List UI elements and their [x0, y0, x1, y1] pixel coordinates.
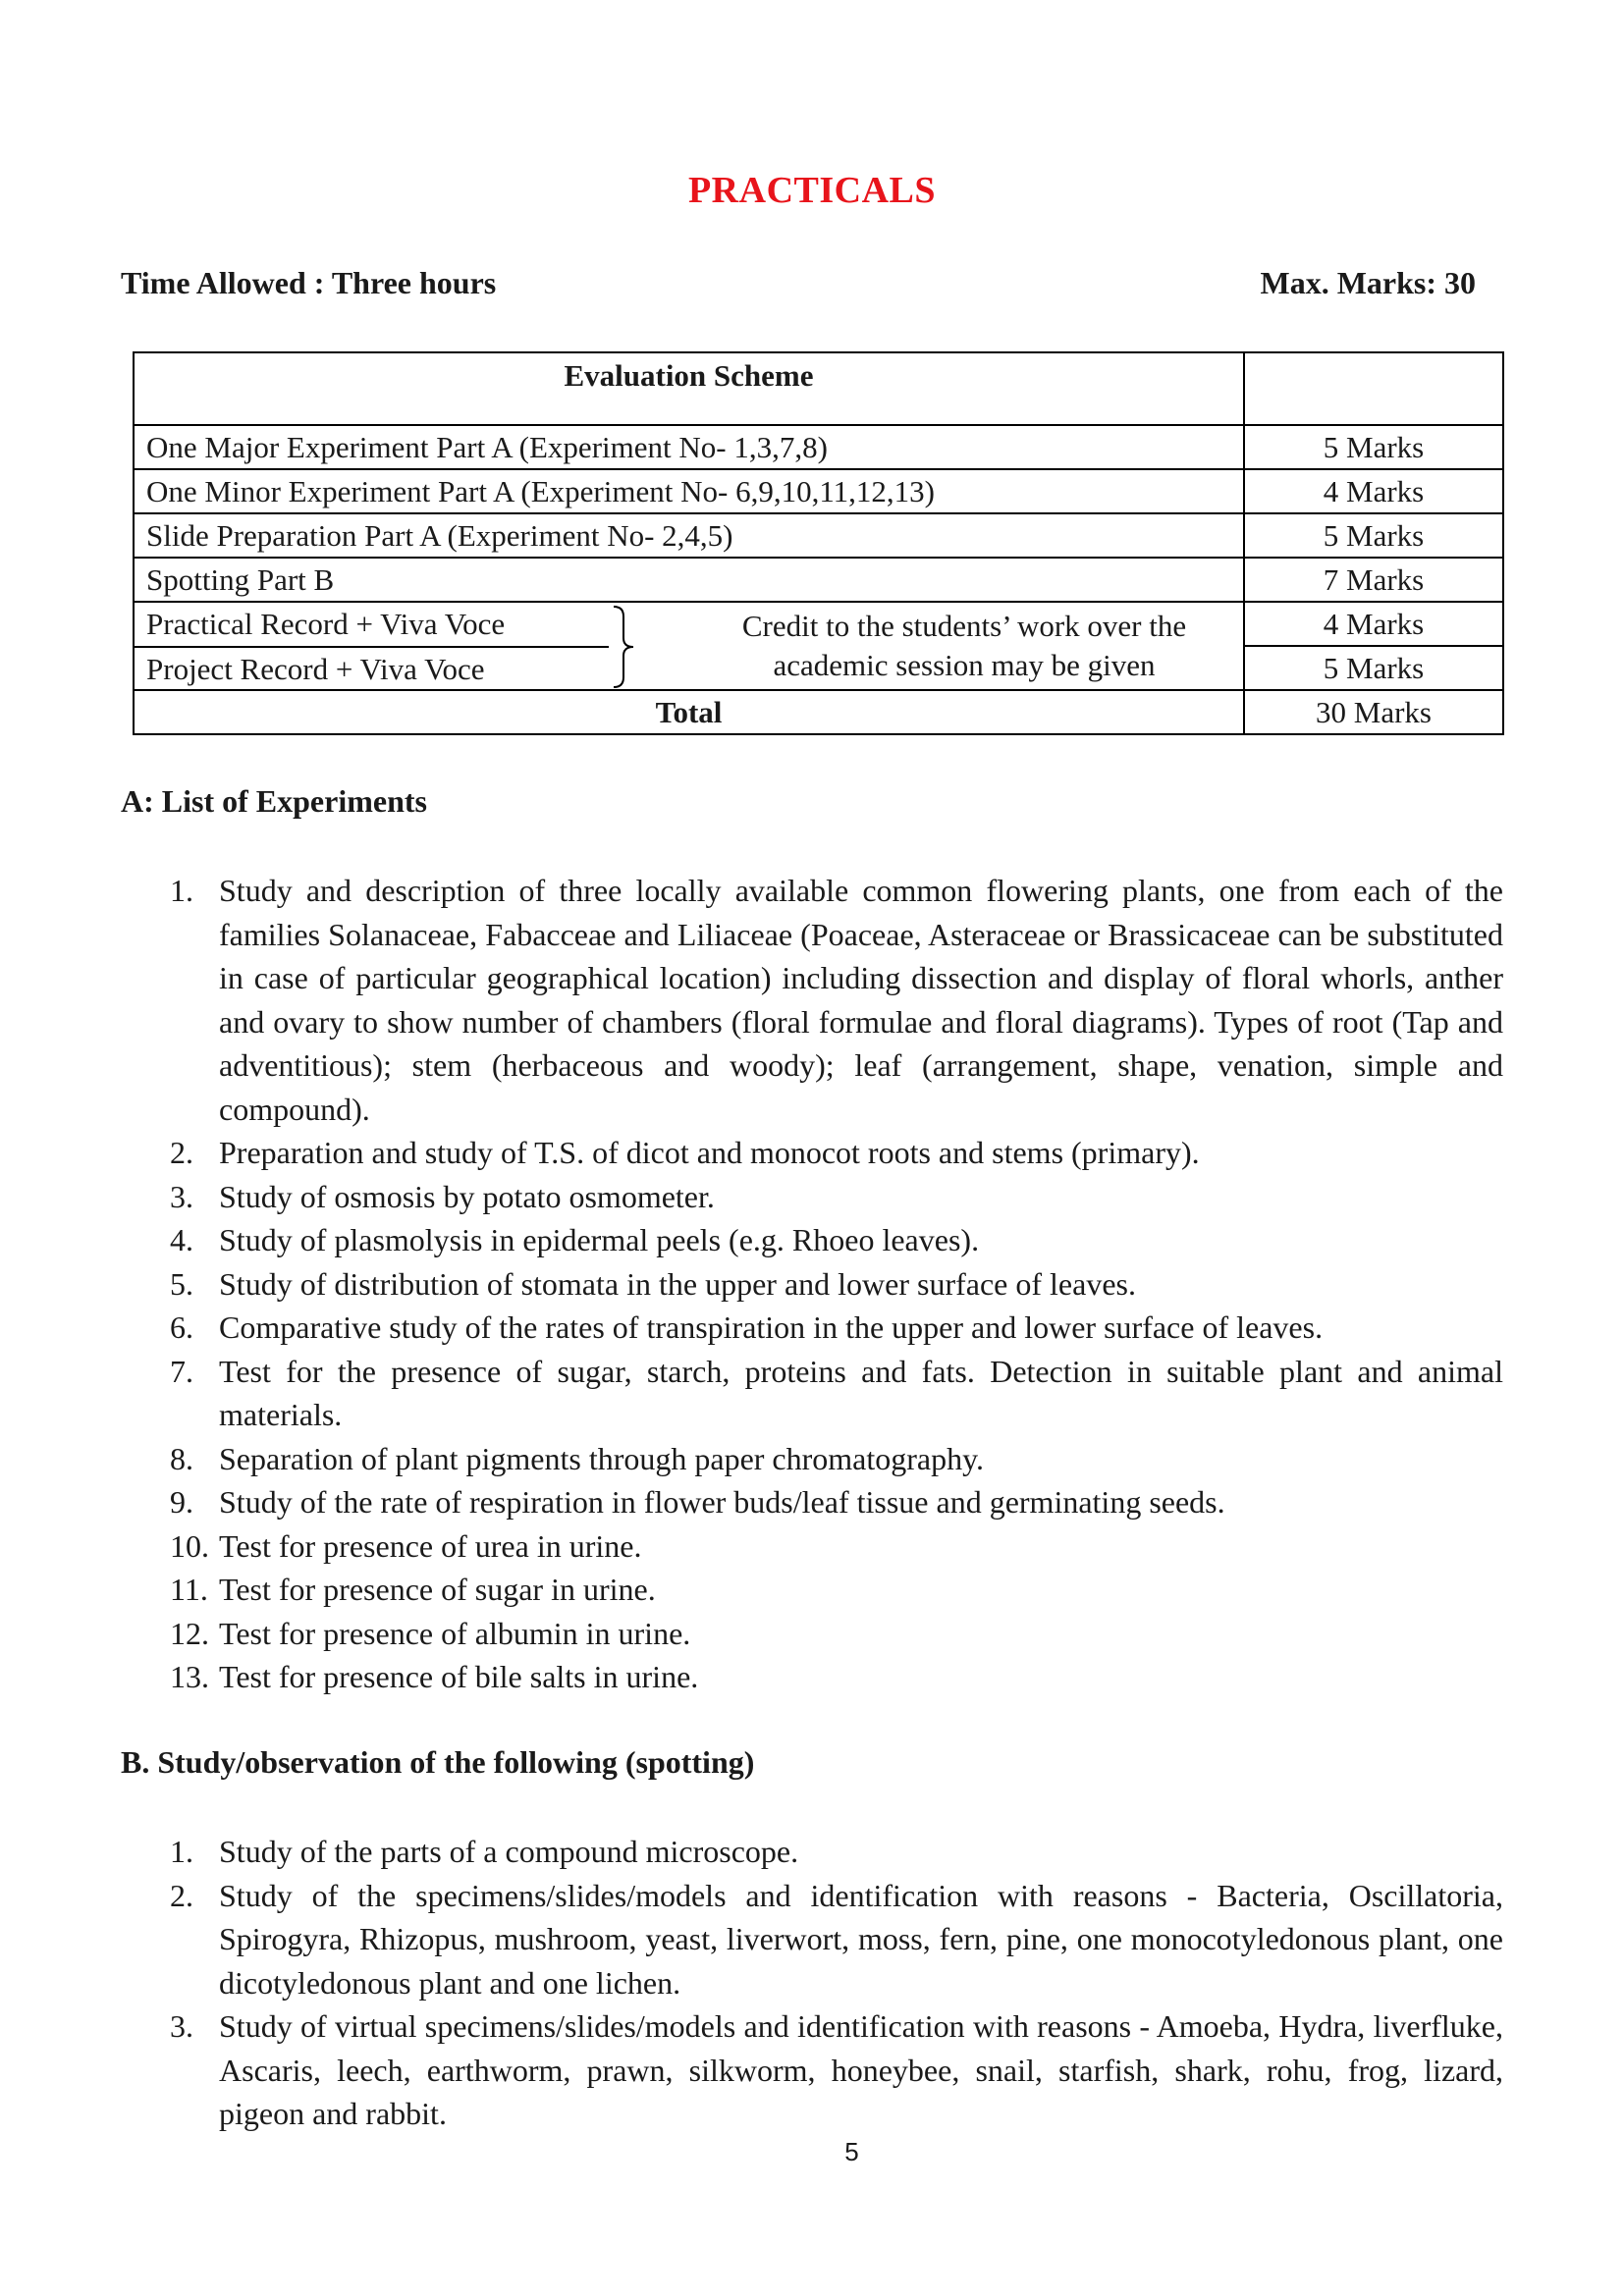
item-text: Study and description of three locally available common flowering plants, one from each of the families Solanaceae, Fabacceae and Liliaceae (Poaceae, Asteraceae or Brassicaceae can be substituted in case of particular geographical location) including dissection and display of floral whorls, anther and ovary to show number of chambers (floral formulae and floral diagrams). Types of root (Tap and adventitious); stem (herbaceous and woody); leaf (arrangement, shape, venation, simple and compound). — [219, 873, 1503, 1127]
item-number: 6. — [170, 1309, 193, 1345]
list-item — [121, 1480, 1503, 1524]
evaluation-row — [134, 469, 1503, 513]
credit-note-line: academic session may be given — [773, 648, 1156, 682]
evaluation-row-marks: 4 Marks — [1244, 469, 1503, 513]
record-row — [134, 602, 1503, 646]
item-number: 8. — [170, 1440, 193, 1476]
evaluation-row-label: One Minor Experiment Part A (Experiment No- 6,9,10,11,12,13) — [134, 469, 1244, 513]
item-number: 11. — [170, 1572, 208, 1607]
evaluation-header: Evaluation Scheme — [134, 352, 1244, 425]
evaluation-header-row — [134, 352, 1503, 425]
item-number: 2. — [170, 1135, 193, 1170]
record-group-cell — [134, 602, 1244, 690]
item-text: Preparation and study of T.S. of dicot and monocot roots and stems (primary). — [219, 1135, 1200, 1170]
list-item — [121, 869, 1503, 1131]
item-text: Study of the parts of a compound microscope. — [219, 1834, 799, 1869]
section-b-heading: B. Study/observation of the following (spotting) — [121, 1744, 755, 1780]
list-item — [121, 1612, 1503, 1656]
item-number: 10. — [170, 1527, 209, 1564]
item-number: 12. — [170, 1615, 209, 1651]
list-item — [121, 1218, 1503, 1262]
item-text: Study of osmosis by potato osmometer. — [219, 1178, 715, 1214]
page-title: PRACTICALS — [687, 170, 937, 211]
evaluation-row-marks: 7 Marks — [1244, 558, 1503, 602]
item-text: Study of virtual specimens/slides/models and identification with reasons - Amoeba, Hydra, liverfluke, Ascaris, leech, earthworm, prawn, silkworm, honeybee, snail, starfish, shark, rohu, frog, lizard, pigeon and rabbit. — [219, 2008, 1503, 2131]
list-item — [121, 1350, 1503, 1437]
item-text: Study of the specimens/slides/models and identification with reasons - Bacteria, Oscillatoria, Spirogyra, Rhizopus, mushroom, yeast, liverwort, moss, fern, pine, one monocotyledonous plant, one dicotyledonous plant and one lichen. — [219, 1877, 1503, 2001]
list-item — [121, 1568, 1503, 1612]
item-number: 3. — [170, 2008, 193, 2044]
total-marks: 30 Marks — [1244, 690, 1503, 734]
item-number: 1. — [170, 873, 193, 908]
item-number: 13. — [170, 1659, 209, 1694]
list-item — [121, 1524, 1503, 1569]
credit-note — [650, 607, 1278, 685]
evaluation-row-label: One Major Experiment Part A (Experiment No- 1,3,7,8) — [134, 425, 1244, 469]
item-number: 3. — [170, 1178, 193, 1214]
evaluation-row-label: Slide Preparation Part A (Experiment No- 2,4,5) — [134, 513, 1244, 558]
list-item — [121, 1830, 1503, 1874]
item-text: Test for the presence of sugar, starch, proteins and fats. Detection in suitable plant and animal materials. — [219, 1353, 1503, 1432]
item-text: Test for presence of albumin in urine. — [219, 1615, 691, 1651]
item-number: 2. — [170, 1877, 193, 1913]
evaluation-row-marks: 5 Marks — [1244, 425, 1503, 469]
record-labels — [135, 603, 609, 689]
item-number: 1. — [170, 1834, 193, 1869]
total-row — [134, 690, 1503, 734]
list-item — [121, 1437, 1503, 1481]
exam-meta — [121, 265, 1476, 304]
list-item — [121, 1262, 1503, 1307]
practical-record-label: Practical Record + Viva Voce — [135, 603, 609, 648]
project-record-label: Project Record + Viva Voce — [146, 652, 485, 686]
item-text: Test for presence of urea in urine. — [219, 1527, 642, 1564]
list-item — [121, 2004, 1503, 2136]
curly-brace-icon — [610, 605, 643, 689]
item-text: Test for presence of bile salts in urine. — [219, 1659, 699, 1694]
practical-record-marks: 4 Marks — [1244, 602, 1503, 646]
page-number: 5 — [844, 2137, 859, 2166]
item-number: 4. — [170, 1222, 193, 1257]
evaluation-row — [134, 425, 1503, 469]
max-marks: Max. Marks: 30 — [1260, 265, 1476, 300]
item-text: Study of distribution of stomata in the upper and lower surface of leaves. — [219, 1265, 1136, 1302]
section-a-heading: A: List of Experiments — [121, 783, 427, 819]
credit-note-line: Credit to the students’ work over the — [741, 609, 1187, 643]
item-number: 7. — [170, 1353, 193, 1389]
list-item — [121, 1874, 1503, 2005]
list-item — [121, 1175, 1503, 1219]
evaluation-row — [134, 513, 1503, 558]
spotting-list — [121, 1830, 1503, 2136]
time-allowed: Time Allowed : Three hours — [121, 265, 497, 300]
item-text: Study of plasmolysis in epidermal peels (e.g. Rhoeo leaves). — [219, 1222, 980, 1257]
evaluation-row — [134, 558, 1503, 602]
list-item — [121, 1306, 1503, 1350]
item-text: Comparative study of the rates of transpiration in the upper and lower surface of leaves. — [219, 1309, 1324, 1345]
item-text: Separation of plant pigments through paper chromatography. — [219, 1440, 985, 1476]
evaluation-row-marks: 5 Marks — [1244, 513, 1503, 558]
list-item — [121, 1131, 1503, 1175]
evaluation-table — [133, 351, 1504, 735]
evaluation-header-marks — [1244, 352, 1503, 425]
item-number: 5. — [170, 1265, 193, 1302]
evaluation-row-label: Spotting Part B — [134, 558, 1244, 602]
item-number: 9. — [170, 1484, 193, 1520]
project-record-marks: 5 Marks — [1244, 646, 1503, 690]
item-text: Study of the rate of respiration in flower buds/leaf tissue and germinating seeds. — [219, 1484, 1225, 1520]
item-text: Test for presence of sugar in urine. — [219, 1572, 656, 1607]
total-label: Total — [134, 690, 1244, 734]
list-item — [121, 1655, 1503, 1699]
experiment-list — [121, 869, 1503, 1699]
